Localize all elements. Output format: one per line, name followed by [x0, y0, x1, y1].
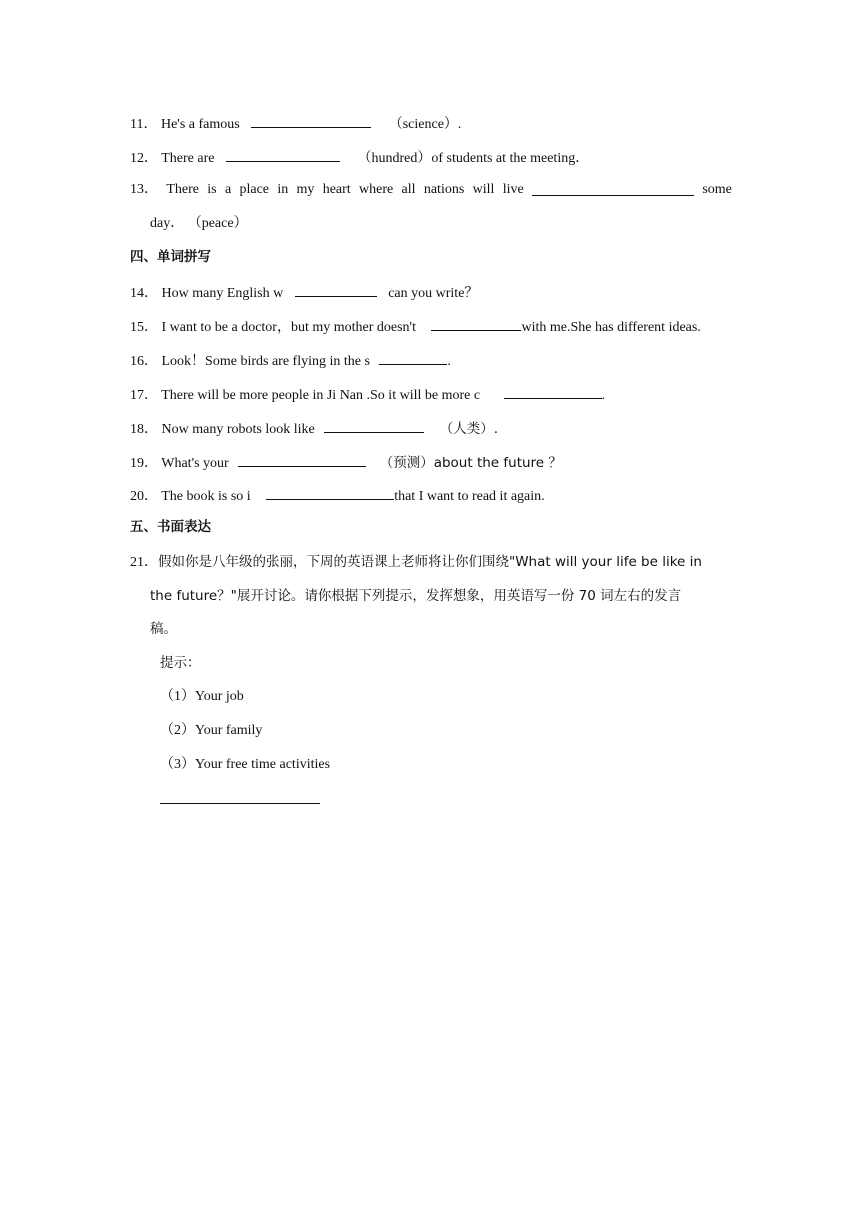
question-number: 21．: [130, 555, 158, 570]
question-21-line-2: the future？"展开讨论。请你根据下列提示，发挥想象，用英语写一份 70 词左右的发言: [150, 588, 682, 604]
question-15: [130, 315, 732, 338]
tip-item-1: （1）Your job: [160, 689, 244, 704]
question-hint: （人类）.: [439, 421, 499, 437]
question-text: He's a famous: [160, 117, 240, 132]
question-text: There will be more people in Ji Nan .So it will be more c: [161, 388, 481, 403]
question-text: day． （peace）: [150, 216, 248, 231]
question-number: 16．: [130, 354, 158, 369]
question-18: [130, 417, 732, 440]
question-text-after: .: [447, 354, 451, 369]
answer-blank[interactable]: [266, 484, 394, 500]
word: will: [472, 182, 495, 197]
answer-blank[interactable]: [504, 383, 602, 399]
word: all: [401, 182, 416, 197]
word: nations: [423, 182, 465, 197]
question-11: [130, 112, 732, 135]
word: There: [166, 182, 199, 197]
question-text-after: that I want to read it again.: [394, 489, 545, 504]
word: in: [277, 182, 289, 197]
word: is: [207, 182, 217, 197]
question-16: [130, 349, 732, 372]
question-text: 假如你是八年级的张丽，下周的英语课上老师将让你们围绕"What will your life be like in: [158, 554, 702, 570]
section-heading-4: 四、单词拼写: [130, 249, 211, 265]
answer-blank[interactable]: [251, 112, 371, 128]
word: my: [296, 182, 315, 197]
word: place: [239, 182, 269, 197]
word: live: [502, 182, 524, 197]
question-number: 14．: [130, 286, 158, 301]
question-text: What's your: [161, 456, 229, 471]
question-text-after: .: [601, 388, 606, 403]
tip-item-3: （3）Your free time activities: [160, 757, 331, 772]
word: some: [702, 182, 732, 197]
question-21-line-3: 稿。: [150, 621, 177, 637]
question-text: I want to be a doctor，but my mother doesn't: [161, 320, 416, 335]
answer-blank[interactable]: [238, 451, 366, 467]
question-number: 19．: [130, 456, 158, 471]
question-number: 15．: [130, 320, 158, 335]
question-13: [130, 180, 732, 200]
tips-label: 提示：: [160, 655, 201, 671]
tip-item-2: （2）Your family: [160, 723, 263, 738]
question-number: 12．: [130, 151, 158, 166]
question-number: 18．: [130, 422, 158, 437]
question-number: 11．: [130, 117, 158, 132]
answer-blank[interactable]: [379, 349, 447, 365]
essay-answer-line[interactable]: [160, 788, 762, 811]
question-20: [130, 484, 732, 507]
question-hint: （预测）about the future ？: [379, 455, 562, 471]
answer-blank[interactable]: [431, 315, 521, 331]
answer-blank[interactable]: [324, 417, 424, 433]
question-13-continued: [150, 214, 752, 234]
answer-blank[interactable]: [226, 146, 340, 162]
section-heading-5: 五、书面表达: [130, 519, 211, 535]
question-text-after: with me.She has different ideas.: [521, 320, 701, 335]
question-12: [130, 146, 732, 169]
question-hint: （hundred）of students at the meeting．: [357, 151, 590, 166]
word: where: [359, 182, 394, 197]
question-text: The book is so i: [161, 489, 251, 504]
question-number: 20．: [130, 489, 158, 504]
question-text: There are: [161, 151, 215, 166]
question-14: [130, 281, 732, 304]
word: heart: [322, 182, 351, 197]
question-text: Now many robots look like: [161, 422, 315, 437]
question-text: Look！Some birds are flying in the s: [161, 354, 370, 369]
word: a: [224, 182, 232, 197]
answer-blank[interactable]: [532, 180, 694, 196]
question-number: 17．: [130, 388, 158, 403]
answer-blank[interactable]: [160, 788, 320, 804]
question-17: [130, 383, 732, 406]
question-19: [130, 451, 732, 474]
question-text-after: can you write？: [388, 286, 479, 301]
question-number: 13．: [130, 182, 158, 197]
answer-blank[interactable]: [295, 281, 377, 297]
question-21: [130, 552, 732, 573]
question-text: How many English w: [161, 286, 284, 301]
question-hint: （science）.: [388, 117, 462, 132]
